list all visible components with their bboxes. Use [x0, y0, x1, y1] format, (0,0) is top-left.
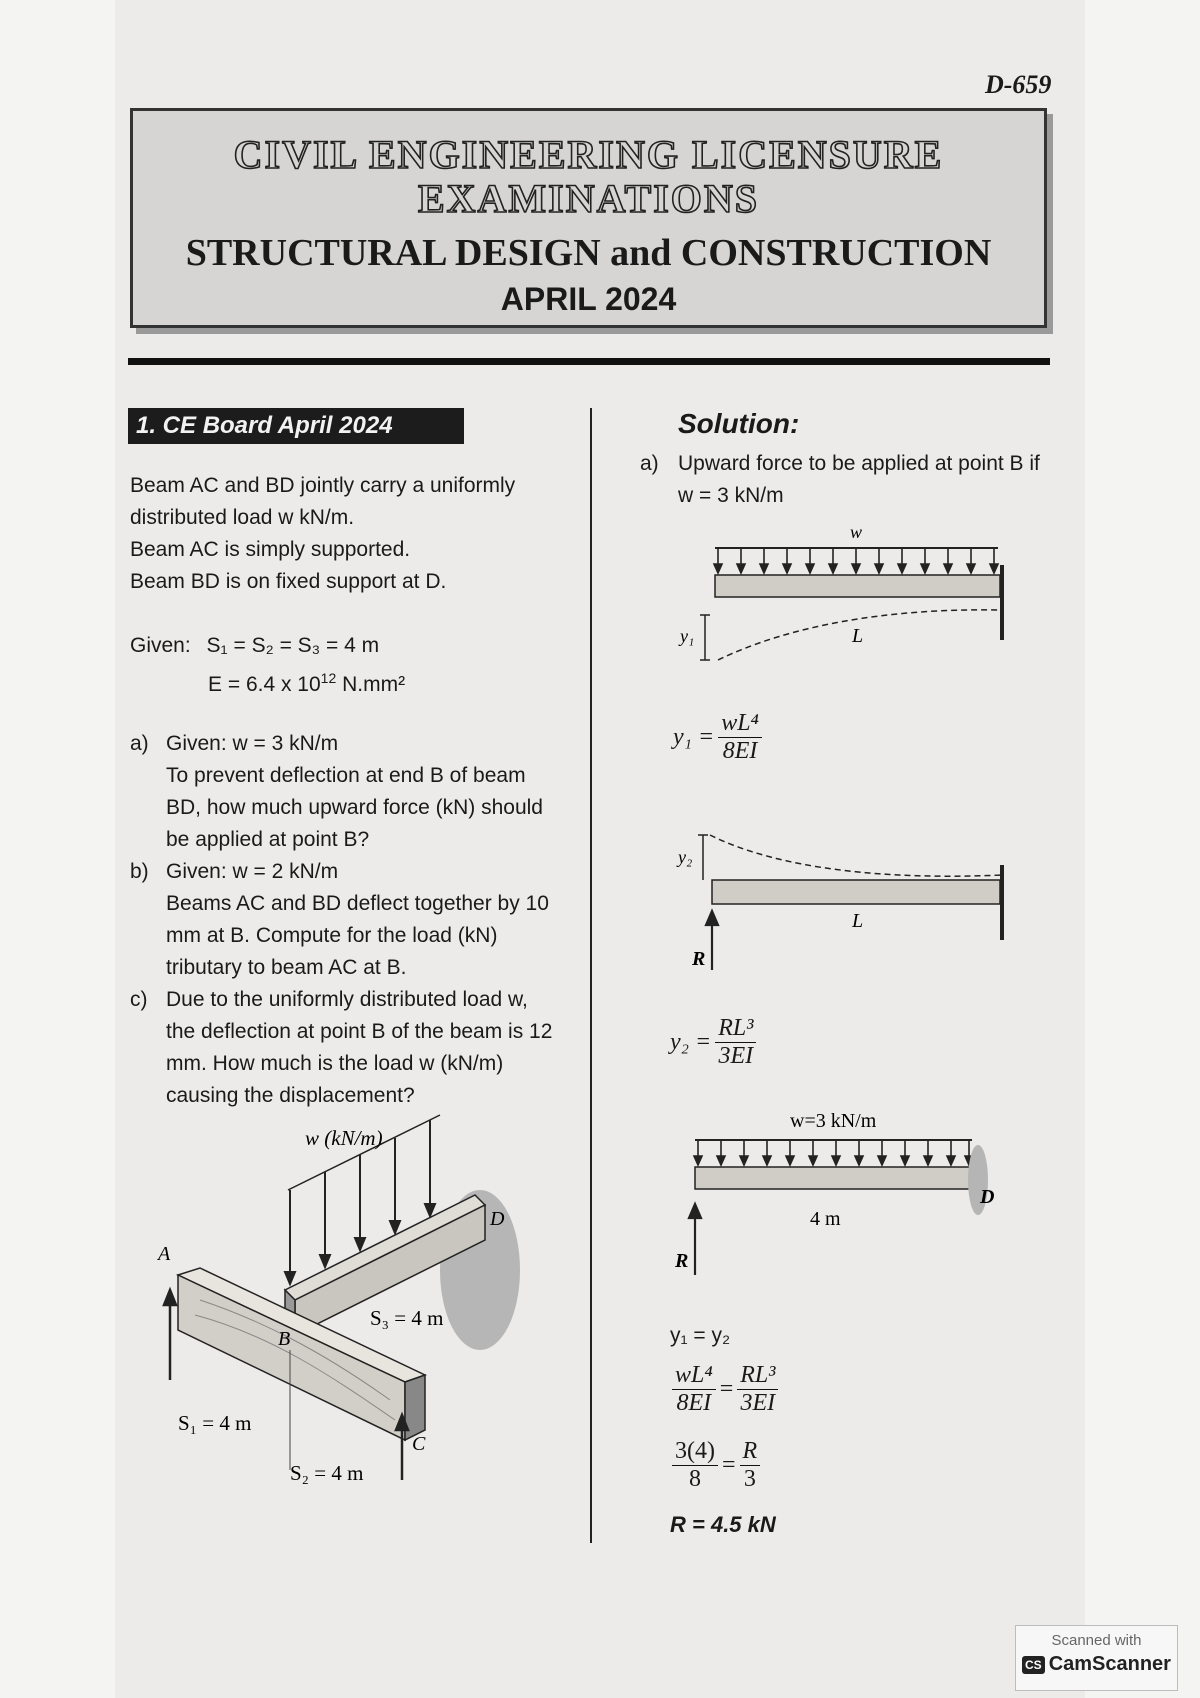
fig3-load-arrows	[694, 1140, 973, 1165]
question-tag: 1. CE Board April 2024	[128, 408, 464, 444]
intro-line: Beam AC is simply supported.	[130, 538, 411, 561]
solution-part-line: Upward force to be applied at point B if	[678, 452, 1040, 475]
part-b	[130, 856, 570, 984]
fig2-R: R	[692, 948, 706, 970]
part-line: Given: w = 2 kN/m	[166, 860, 339, 883]
given-block	[130, 630, 379, 662]
fig2-y2: y₂	[678, 847, 693, 867]
eq4-den1: 8EI	[676, 1390, 712, 1416]
solution-part-text	[678, 448, 1078, 512]
part-line: mm at B. Compute for the load (kN)	[166, 924, 498, 947]
label-c: C	[412, 1433, 426, 1455]
part-a	[130, 728, 570, 856]
part-line: mm. How much is the load w (kN/m)	[166, 1052, 504, 1075]
eq4-num2: RL³	[737, 1362, 778, 1390]
beam-system-figure	[140, 1126, 580, 1510]
equation-numeric: $\frac{3(4)}{8}$ = $\frac{R}{3}$	[668, 1438, 764, 1493]
eq5-num1: 3(4)	[672, 1438, 718, 1466]
fig3-reaction-arrow	[689, 1204, 701, 1275]
cantilever-udl-figure	[670, 520, 1020, 675]
label-a: A	[158, 1243, 171, 1265]
span-s1: S₁ = 4 m	[178, 1411, 252, 1435]
modulus-unit: N.mm²	[336, 673, 406, 696]
fig3-w: w=3 kN/m	[790, 1110, 877, 1132]
given-modulus	[208, 662, 405, 701]
subject-title: STRUCTURAL DESIGN and CONSTRUCTION	[185, 232, 992, 274]
fig2-deflected-shape	[710, 835, 1002, 876]
eq5-den1: 8	[688, 1466, 701, 1492]
given-label: Given:	[130, 634, 191, 657]
span-s3: S₃ = 4 m	[370, 1306, 444, 1330]
fig2-L: L	[852, 910, 864, 932]
intro-line: Beam AC and BD jointly carry a uniformly	[130, 474, 516, 497]
fig3-beam	[695, 1167, 970, 1189]
page-code: D-659	[985, 70, 1052, 99]
load-label: w (kN/m)	[305, 1126, 383, 1150]
title-banner	[130, 108, 1047, 328]
solution-title: Solution:	[678, 408, 800, 439]
fig1-load-arrows	[714, 548, 998, 573]
eq4-num1: wL⁴	[672, 1362, 716, 1390]
fig2-beam	[712, 880, 1000, 904]
part-line: Beams AC and BD deflect together by 10	[166, 892, 549, 915]
eq2-numerator: RL³	[715, 1015, 756, 1043]
eq1-lhs: y₁ =	[673, 724, 715, 750]
header-rule	[128, 358, 1050, 365]
equation-equal-deflection: y₁ = y₂	[670, 1324, 731, 1347]
watermark-brand-text: CamScanner	[1048, 1653, 1171, 1675]
intro-line: distributed load w kN/m.	[130, 506, 355, 529]
fig1-y1: y₁	[680, 626, 695, 646]
modulus-exponent: 12	[320, 670, 337, 686]
label-b: B	[278, 1328, 291, 1350]
exam-date: APRIL 2024	[500, 281, 677, 317]
fig3-D: D	[980, 1186, 995, 1208]
fig2-reaction-arrow	[706, 911, 718, 970]
part-line: BD, how much upward force (kN) should	[166, 796, 543, 819]
camscanner-watermark	[1015, 1625, 1178, 1691]
fig3-length: 4 m	[810, 1208, 841, 1230]
eq2-denominator: 3EI	[718, 1043, 754, 1069]
solution-part-label: a)	[640, 452, 659, 475]
modulus-base: E = 6.4 x 10	[208, 673, 321, 696]
label-d: D	[490, 1208, 505, 1230]
fig1-beam	[715, 575, 1000, 597]
eq5-num2: R	[740, 1438, 761, 1466]
reaction-arrow-a	[164, 1290, 176, 1380]
result-reaction: R = 4.5 kN	[670, 1512, 776, 1537]
part-label: c)	[130, 988, 148, 1011]
watermark-brand	[1016, 1653, 1177, 1676]
eq4-den2: 3EI	[740, 1390, 776, 1416]
problem-intro	[130, 470, 560, 598]
cantilever-point-load-figure	[670, 825, 1020, 975]
eq5-den2: 3	[743, 1466, 756, 1492]
watermark-caption: Scanned with	[1051, 1632, 1142, 1649]
eq2-lhs: y₂ =	[670, 1029, 712, 1055]
part-line: the deflection at point B of the beam is 12	[166, 1020, 553, 1043]
equation-y1	[673, 710, 766, 765]
fig3-R: R	[675, 1250, 689, 1272]
fig1-w: w	[850, 522, 863, 542]
part-line: Due to the uniformly distributed load w,	[166, 988, 528, 1011]
column-divider	[590, 408, 592, 1543]
equation-y2	[670, 1015, 760, 1070]
part-line: Given: w = 3 kN/m	[166, 732, 339, 755]
question-parts	[130, 728, 570, 1112]
part-line: To prevent deflection at end B of beam	[166, 764, 526, 787]
part-line: causing the displacement?	[166, 1084, 415, 1107]
part-line: tributary to beam AC at B.	[166, 956, 407, 979]
solution-part-line: w = 3 kN/m	[678, 484, 784, 507]
part-label: a)	[130, 732, 149, 755]
span-s2: S₂ = 4 m	[290, 1461, 364, 1485]
exam-title-line1: CIVIL ENGINEERING LICENSURE	[233, 132, 944, 177]
part-c	[130, 984, 570, 1112]
eq1-numerator: wL⁴	[718, 710, 762, 738]
combined-beam-figure	[675, 1105, 1010, 1280]
intro-line: Beam BD is on fixed support at D.	[130, 570, 447, 593]
reaction-arrow-c	[396, 1415, 408, 1480]
eq1-denominator: 8EI	[722, 738, 758, 764]
part-line: be applied at point B?	[166, 828, 370, 851]
given-spans: S₁ = S₂ = S₃ = 4 m	[206, 634, 380, 657]
exam-title-line2: EXAMINATIONS	[417, 176, 760, 221]
camscanner-logo-icon: CS	[1022, 1656, 1045, 1674]
equation-substitution: $\frac{\text{wL⁴}}{8EI}$ = $\frac{\text{RL³}}{3EI}$	[668, 1362, 782, 1417]
part-label: b)	[130, 860, 149, 883]
fig1-L: L	[852, 625, 864, 647]
